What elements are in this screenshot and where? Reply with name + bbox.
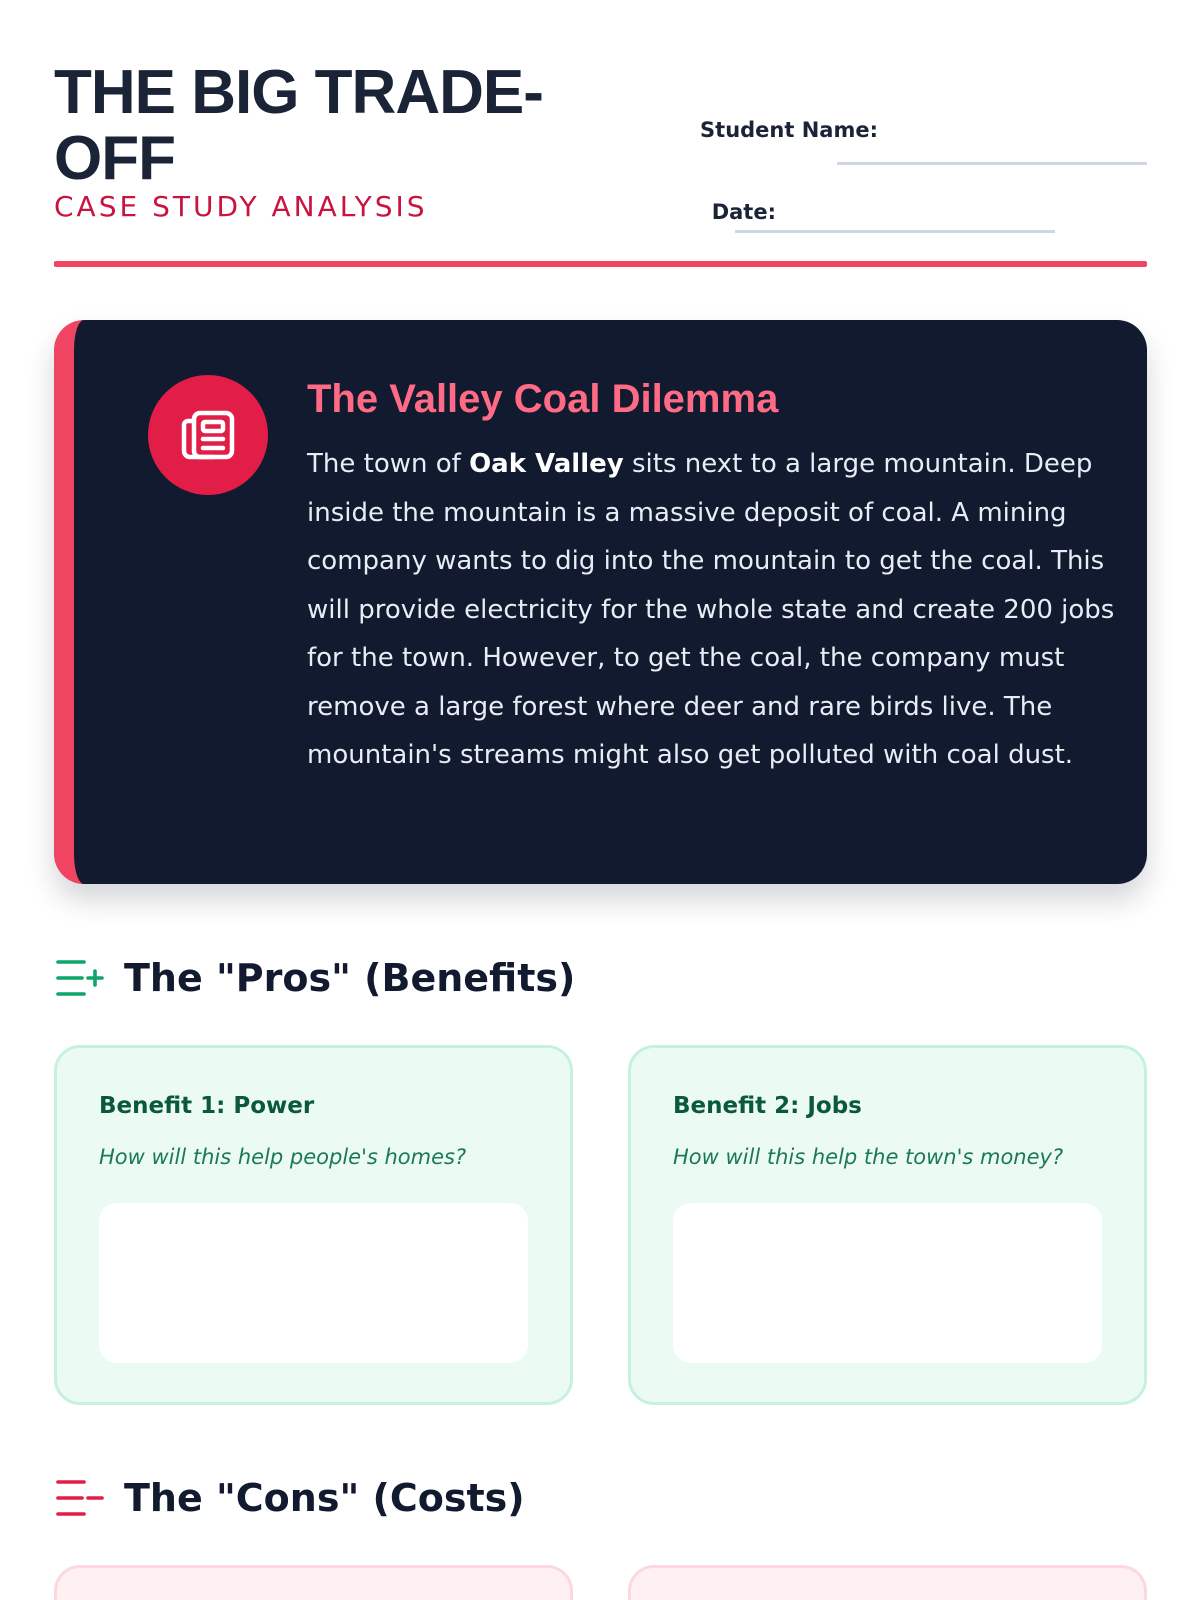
pros-section-title: The "Pros" (Benefits) xyxy=(124,956,576,1000)
benefit-answer-box[interactable] xyxy=(673,1203,1102,1363)
pros-section-heading xyxy=(54,948,575,1008)
cost-card xyxy=(54,1565,573,1600)
cons-section-title: The "Cons" (Costs) xyxy=(124,1476,525,1520)
case-study-text-rest: sits next to a large mountain. Deep inside the mountain is a massive deposit of coal. A mining company wants to dig into the mountain to get the coal. This will provide electricity for the whole state and create 200 jobs for the town. However, to get the coal, the company must remove a large forest where deer and rare birds live. The mountain's streams might also get polluted with coal dust. xyxy=(307,449,1115,770)
benefit-answer-box[interactable] xyxy=(99,1203,528,1363)
student-name-field[interactable] xyxy=(837,162,1147,165)
case-study-town-name: Oak Valley xyxy=(469,449,624,479)
newspaper-icon xyxy=(148,375,268,495)
benefit-card-jobs xyxy=(628,1045,1147,1405)
benefit-card-title: Benefit 2: Jobs xyxy=(673,1093,862,1119)
benefit-card-power xyxy=(54,1045,573,1405)
date-label: Date: xyxy=(711,200,776,224)
list-minus-icon xyxy=(54,1474,110,1522)
header-divider xyxy=(54,261,1147,267)
case-study-card xyxy=(54,320,1147,884)
list-plus-icon xyxy=(54,954,110,1002)
benefit-card-prompt: How will this help people's homes? xyxy=(99,1145,467,1169)
case-study-title: The Valley Coal Dilemma xyxy=(307,377,779,421)
case-study-text-intro: The town of xyxy=(307,449,470,479)
cost-card xyxy=(628,1565,1147,1600)
worksheet-header xyxy=(54,56,1147,268)
date-field[interactable] xyxy=(735,230,1055,233)
page-subtitle: CASE STUDY ANALYSIS xyxy=(54,190,428,223)
student-name-label: Student Name: xyxy=(700,118,878,142)
benefit-card-title: Benefit 1: Power xyxy=(99,1093,315,1119)
page-title: THE BIG TRADE-OFF xyxy=(54,58,543,193)
case-study-text xyxy=(307,440,1117,780)
cons-section-heading xyxy=(54,1468,525,1528)
benefit-card-prompt: How will this help the town's money? xyxy=(673,1145,1064,1169)
